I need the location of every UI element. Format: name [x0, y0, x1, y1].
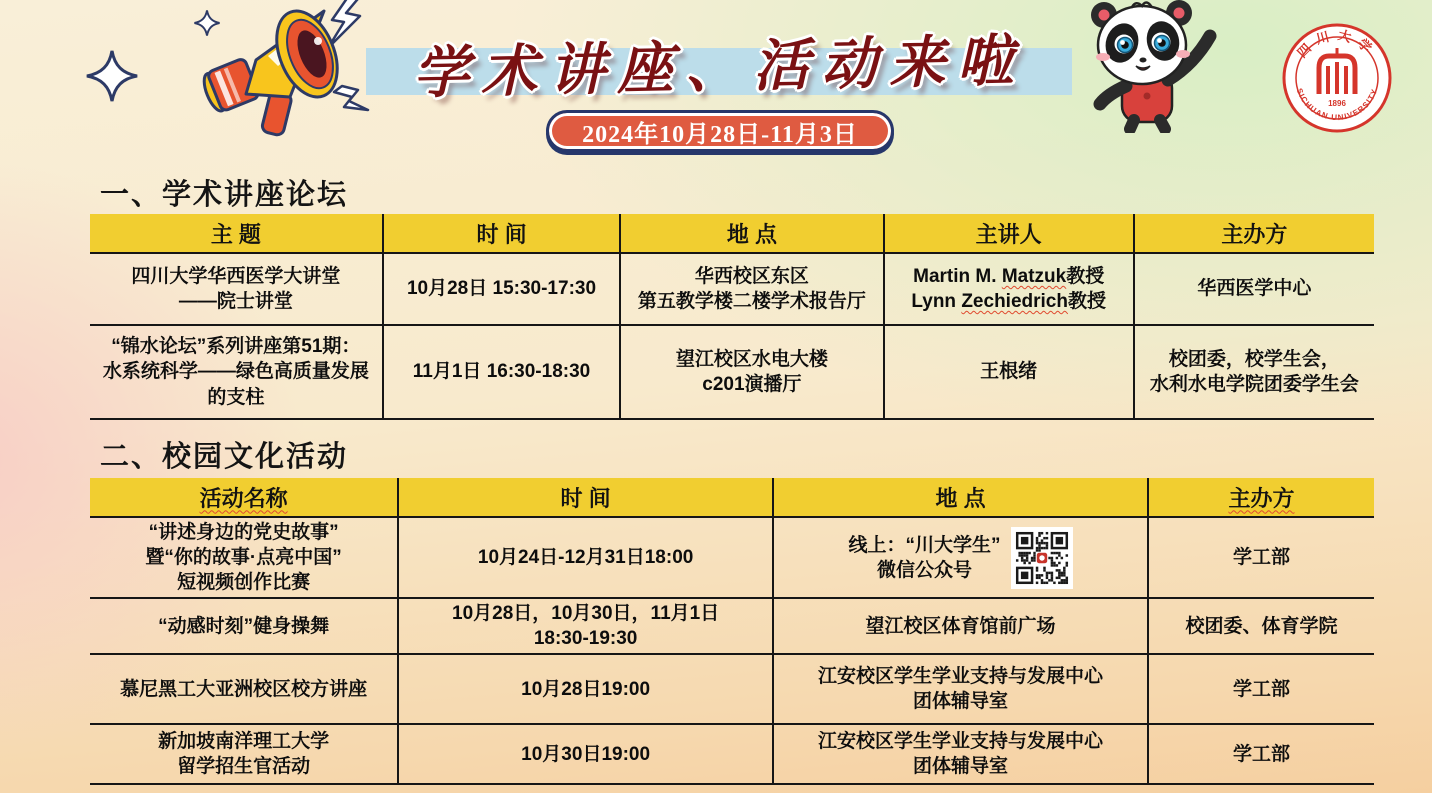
date-badge: 2024年10月28日-11月3日 — [546, 110, 894, 152]
table-header-row — [90, 214, 1374, 253]
panda-mascot — [1070, 0, 1240, 133]
table-cell: Martin M. Matzuk教授 Lynn Zechiedrich教授 — [884, 253, 1134, 325]
table-cell: 线上：“川大学生” 微信公众号 — [773, 517, 1148, 598]
column-header: 地 点 — [773, 478, 1148, 517]
megaphone-icon — [172, 0, 372, 144]
table-row — [90, 654, 1374, 724]
table-header-row — [90, 478, 1374, 517]
poster-title: 学术讲座、活动来啦 — [412, 27, 1026, 107]
logo-year: 1896 — [1328, 99, 1346, 108]
table-cell: “动感时刻”健身操舞 — [90, 598, 398, 654]
section2-heading: 二、校园文化活动 — [100, 441, 349, 473]
university-logo — [1281, 22, 1393, 134]
table-cell: 江安校区学生学业支持与发展中心 团体辅导室 — [773, 724, 1148, 784]
table-cell: “锦水论坛”系列讲座第51期： 水系统科学——绿色高质量发展 的支柱 — [90, 325, 383, 419]
sparkle-icon — [86, 50, 138, 102]
logo-text-en: SICHUAN UNIVERSITY — [1294, 87, 1380, 123]
lecture-table — [90, 214, 1374, 420]
table-cell: 望江校区体育馆前广场 — [773, 598, 1148, 654]
table-cell: 望江校区水电大楼 c201演播厅 — [620, 325, 883, 419]
table-cell: 学工部 — [1148, 517, 1374, 598]
table-cell: 10月28日 15:30-17:30 — [383, 253, 621, 325]
table-row — [90, 253, 1374, 325]
table-cell: 华西校区东区 第五教学楼二楼学术报告厅 — [620, 253, 883, 325]
table-row — [90, 598, 1374, 654]
table-cell: 四川大学华西医学大讲堂 ——院士讲堂 — [131, 265, 341, 312]
table-cell: 新加坡南洋理工大学 留学招生官活动 — [90, 724, 398, 784]
table-cell: 校团委、体育学院 — [1148, 598, 1374, 654]
table-cell: 校团委，校学生会， 水利水电学院团委学生会 — [1134, 325, 1374, 419]
table-cell: 华西医学中心 — [1134, 253, 1374, 325]
column-header: 地 点 — [620, 214, 883, 253]
column-header: 主讲人 — [884, 214, 1134, 253]
table-cell: 10月28日，10月30日，11月1日 18:30-19:30 — [398, 598, 773, 654]
qr-code — [1011, 526, 1073, 590]
column-header: 时 间 — [398, 478, 773, 517]
table-cell: 10月24日-12月31日18:00 — [398, 517, 773, 598]
column-header: 主办方 — [1148, 478, 1374, 517]
column-header: 主 题 — [90, 214, 383, 253]
table-row — [90, 517, 1374, 598]
column-header: 活动名称 — [90, 478, 398, 517]
table-cell: 10月30日19:00 — [398, 724, 773, 784]
logo-text-zh: 四川大学 — [1294, 27, 1380, 61]
table-row — [90, 325, 1374, 419]
table-cell: 10月28日19:00 — [398, 654, 773, 724]
table-cell: 11月1日 16:30-18:30 — [383, 325, 621, 419]
table-cell: 学工部 — [1148, 654, 1374, 724]
table-cell: 学工部 — [1148, 724, 1374, 784]
table-cell: 慕尼黑工大亚洲校区校方讲座 — [90, 654, 398, 724]
table-row — [90, 724, 1374, 784]
column-header: 时 间 — [383, 214, 621, 253]
column-header: 主办方 — [1134, 214, 1374, 253]
table-cell: “讲述身边的党史故事” 暨“你的故事·点亮中国” 短视频创作比赛 — [145, 522, 342, 594]
table-cell: 王根绪 — [884, 325, 1134, 419]
section1-heading: 一、学术讲座论坛 — [100, 179, 349, 211]
table-cell: 江安校区学生学业支持与发展中心 团体辅导室 — [773, 654, 1148, 724]
activity-table — [90, 478, 1374, 785]
